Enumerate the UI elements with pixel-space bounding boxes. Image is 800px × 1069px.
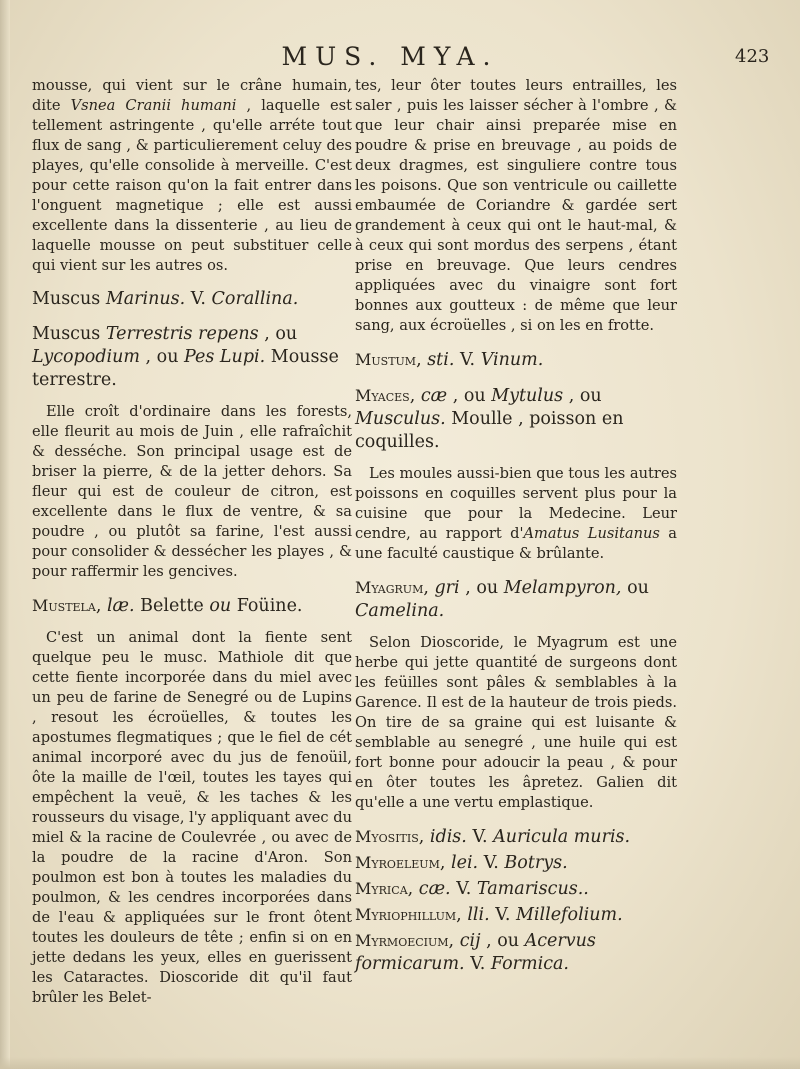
right-paragraph-3: Selon Dioscoride, le Myagrum est une herbe qui jette quantité de surgeons dont les feüilles sont pâles & semblables à la Garence. Il est de la hauteur de trois pieds. On tire de sa graine qui est luisante & semblable au senegré , une huile qui est fort bonne pour adoucir la peau , & pour en ôter toutes les âpretez. Galien dit qu'elle a une vertu emplastique. bbox=[355, 634, 677, 811]
entry-mustum: Mustum, sti. V. Vinum. bbox=[355, 350, 544, 370]
right-paragraph-2: Les moules aussi-bien que tous les autres poissons en coquilles servent plus pour la cuisine que pour la Medecine. Leur cendre, au rapport d'Amatus Lusitanus a une faculté caustique & brûlante. bbox=[355, 465, 677, 562]
entry-myagrum: Myagrum, gri , ou Melampyron, ou Camelina. bbox=[355, 578, 649, 621]
list-item: Myriophillum, lli. V. Millefolium. bbox=[355, 905, 623, 925]
entry-muscus-marinus: Muscus Marinus. V. Corallina. bbox=[32, 289, 299, 309]
left-paragraph-3: C'est un animal dont la fiente sent quelque peu le musc. Mathiole dit que cette fiente incorporée dans du miel avec un peu de farine de Senegré ou de Lupins , resout les écroüelles, & toutes les apostumes flegmatiques ; que le fiel de cét animal incorporé avec du jus de fenoüil, ôte la maille de l'œil, toutes les tayes qui empêchent la veuë, & les taches & les rousseurs du visage, l'y appliquant avec du miel & la racine de Coulevrée , ou avec de la poudre de la racine d'Aron. Son poulmon est bon à toutes les maladies du poulmon, & les cendres incorporées dans de l'eau & appliquées sur le front ôtent toutes les douleurs de tête ; enfin si on en jette dedans les yeux, elles en guerissent les Cataractes. Dioscoride dit qu'il faut brûler les Belet- bbox=[32, 629, 352, 1006]
left-paragraph-1: mousse, qui vient sur le crâne humain, dite Vsnea Cranii humani , laquelle est tellement astringente , qu'elle arréte tout flux de sang , & particulierement celuy des playes, qu'elle consolide à merveille. C'est pour cette raison qu'on la fait entrer dans l'onguent magnetique ; elle est aussi excellente dans la dissenterie , au lieu de laquelle mousse on peut substituer celle qui vient sur les autres os. bbox=[32, 77, 353, 274]
entry-muscus-terrestris: Muscus Terrestris repens , ou Lycopodium , ou Pes Lupi. Mousse terrestre. bbox=[32, 324, 339, 390]
list-item: Myrica, cæ. V. Tamariscus.. bbox=[355, 879, 589, 899]
page-gutter bbox=[0, 0, 10, 1069]
right-paragraph-1: tes, leur ôter toutes leurs entrailles, les saler , puis les laisser sécher à l'ombre , & que leur chair ainsi preparée mise en poudre & prise en breuvage , au poids de deux dragmes, est singuliere contre tous les poisons. Que son ventricule ou caillette embaumée de Coriandre & gardée sert grandement à ceux qui ont le haut-mal, & à ceux qui sont mordus des serpens , étant prise en breuvage. Que leurs cendres appliquées avec du vinaigre sont fort bonnes aux goutteux : de même que leur sang, aux écroüelles , si on les en frotte. bbox=[355, 77, 677, 334]
entry-myaces: Myaces, cæ , ou Mytulus , ou Musculus. Moulle , poisson en coquilles. bbox=[355, 386, 624, 452]
page-bottom-edge bbox=[0, 1057, 800, 1069]
left-column bbox=[32, 76, 352, 1008]
page-number: 423 bbox=[735, 46, 770, 67]
list-item: Myositis, idis. V. Auricula muris. bbox=[355, 827, 631, 847]
running-head: MUS. MYA. bbox=[281, 42, 499, 71]
list-item: Myroeleum, lei. V. Botrys. bbox=[355, 853, 568, 873]
short-entries-list bbox=[355, 825, 677, 976]
left-paragraph-2: Elle croît d'ordinaire dans les forests, elle fleurit au mois de Juin , elle rafraîchit & desséche. Son principal usage est de briser la pierre, & de la jetter dehors. Sa fleur qui est de couleur de citron, est excellente dans le flux de ventre, & sa poudre , ou plutôt sa farine, l'est aussi pour consolider & dessécher les playes , & pour raffermir les gencives. bbox=[32, 403, 352, 580]
right-column bbox=[355, 76, 677, 978]
list-item: Myrmoecium, cij , ou Acervus formicarum. V. Formica. bbox=[355, 931, 596, 974]
entry-mustela: Mustela, læ. Belette ou Foüine. bbox=[32, 596, 303, 616]
